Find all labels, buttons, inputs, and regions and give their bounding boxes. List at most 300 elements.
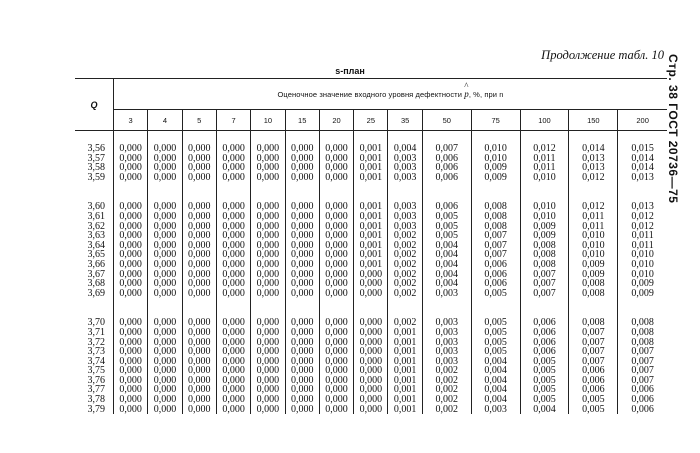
value-cell: 0,000 [216, 318, 250, 328]
value-cell: 0,003 [422, 338, 471, 348]
value-cell: 0,012 [618, 222, 667, 232]
value-cell: 0,001 [354, 163, 388, 173]
value-cell: 0,000 [285, 405, 319, 415]
value-cell: 0,007 [618, 357, 667, 367]
value-cell: 0,006 [569, 385, 618, 395]
value-cell: 0,009 [520, 222, 569, 232]
value-cell: 0,007 [618, 376, 667, 386]
value-cell: 0,000 [354, 395, 388, 405]
q-value-cell: 3,58 [87, 162, 105, 174]
value-cell: 0,000 [319, 241, 353, 251]
value-cell: 0,000 [319, 144, 353, 154]
value-cell: 0,000 [216, 202, 250, 212]
value-cell: 0,000 [182, 154, 216, 164]
value-cell: 0,000 [148, 260, 182, 270]
value-cell: 0,000 [216, 328, 250, 338]
value-cell: 0,013 [569, 154, 618, 164]
value-cell: 0,000 [113, 173, 147, 183]
plan-title: s-план [335, 66, 365, 76]
value-cell: 0,010 [618, 260, 667, 270]
value-cell: 0,004 [422, 241, 471, 251]
value-cell: 0,000 [319, 279, 353, 289]
value-cell: 0,015 [618, 144, 667, 154]
n-header-cell: 7 [216, 110, 250, 131]
hat-accent-icon: ^ [464, 81, 469, 91]
n-header-cell: 50 [422, 110, 471, 131]
value-cell: 0,000 [216, 270, 250, 280]
value-cell: 0,000 [113, 338, 147, 348]
value-cell: 0,000 [319, 289, 353, 299]
value-cell: 0,000 [354, 318, 388, 328]
value-cell: 0,005 [569, 405, 618, 415]
value-cell: 0,000 [113, 376, 147, 386]
value-cell: 0,005 [569, 395, 618, 405]
value-cell: 0,000 [113, 260, 147, 270]
value-cell: 0,003 [422, 328, 471, 338]
value-cell: 0,001 [388, 366, 422, 376]
value-cell: 0,000 [182, 289, 216, 299]
value-cell: 0,000 [216, 212, 250, 222]
value-cell: 0,000 [148, 328, 182, 338]
value-cell: 0,000 [113, 144, 147, 154]
value-cell: 0,000 [354, 338, 388, 348]
value-cell: 0,000 [319, 212, 353, 222]
q-value-cell: 3,62 [87, 220, 105, 232]
value-cell: 0,011 [520, 163, 569, 173]
value-cell: 0,000 [182, 338, 216, 348]
value-cell: 0,008 [520, 250, 569, 260]
group-header-label: Оценочное значение входного уровня дефектности [277, 90, 463, 99]
value-cell: 0,001 [388, 328, 422, 338]
value-cell: 0,000 [285, 212, 319, 222]
value-cell: 0,006 [569, 366, 618, 376]
value-cell: 0,000 [319, 347, 353, 357]
value-cell: 0,000 [285, 385, 319, 395]
value-cell: 0,005 [471, 318, 520, 328]
value-cell: 0,008 [471, 212, 520, 222]
value-cell: 0,000 [251, 385, 285, 395]
value-cell: 0,000 [148, 347, 182, 357]
value-cell: 0,008 [569, 318, 618, 328]
value-cell: 0,000 [113, 241, 147, 251]
value-cell: 0,000 [285, 231, 319, 241]
n-header-cell: 5 [182, 110, 216, 131]
value-cell: 0,006 [618, 385, 667, 395]
value-cell: 0,000 [251, 328, 285, 338]
value-cell: 0,006 [618, 405, 667, 415]
value-cell: 0,003 [388, 154, 422, 164]
value-cell: 0,000 [354, 366, 388, 376]
n-header-cell: 10 [251, 110, 285, 131]
value-cell: 0,005 [422, 222, 471, 232]
value-cell: 0,002 [388, 270, 422, 280]
value-cell: 0,000 [113, 154, 147, 164]
value-cell: 0,000 [285, 202, 319, 212]
q-value-cell: 3,60 [87, 201, 105, 213]
value-cell: 0,010 [520, 212, 569, 222]
value-cell: 0,002 [422, 376, 471, 386]
value-cell: 0,000 [251, 260, 285, 270]
value-cell: 0,000 [182, 279, 216, 289]
value-cell: 0,006 [422, 154, 471, 164]
value-cell: 0,008 [569, 279, 618, 289]
value-cell: 0,000 [216, 366, 250, 376]
value-cell: 0,011 [520, 154, 569, 164]
value-cell: 0,000 [113, 405, 147, 415]
value-cell: 0,003 [471, 405, 520, 415]
value-cell: 0,002 [388, 260, 422, 270]
value-cell: 0,001 [354, 241, 388, 251]
value-cell: 0,001 [354, 154, 388, 164]
value-cell: 0,000 [251, 347, 285, 357]
value-cell: 0,000 [113, 395, 147, 405]
value-cell: 0,000 [216, 279, 250, 289]
value-cell: 0,008 [569, 289, 618, 299]
value-cell: 0,001 [388, 385, 422, 395]
value-cell: 0,004 [388, 144, 422, 154]
value-cell: 0,012 [569, 202, 618, 212]
value-cell: 0,007 [520, 270, 569, 280]
q-value-cell: 3,66 [87, 258, 105, 270]
value-cell: 0,000 [285, 338, 319, 348]
q-value-cell: 3,78 [87, 394, 105, 406]
value-cell: 0,000 [148, 279, 182, 289]
q-value-cell: 3,68 [87, 278, 105, 290]
value-cell: 0,000 [148, 366, 182, 376]
value-cell: 0,006 [422, 202, 471, 212]
value-cell: 0,000 [182, 347, 216, 357]
value-cell: 0,006 [520, 347, 569, 357]
value-cell: 0,000 [148, 385, 182, 395]
value-cell: 0,000 [148, 212, 182, 222]
value-cell: 0,000 [251, 366, 285, 376]
value-cell: 0,000 [319, 395, 353, 405]
value-cell: 0,009 [618, 279, 667, 289]
value-cell: 0,000 [251, 376, 285, 386]
value-cell: 0,007 [569, 328, 618, 338]
value-cell: 0,005 [520, 385, 569, 395]
value-cell: 0,004 [422, 270, 471, 280]
value-cell: 0,000 [285, 376, 319, 386]
value-cell: 0,000 [319, 231, 353, 241]
value-cell: 0,000 [113, 347, 147, 357]
value-cell: 0,000 [251, 250, 285, 260]
value-cell: 0,005 [520, 376, 569, 386]
value-cell: 0,010 [569, 250, 618, 260]
value-cell: 0,000 [182, 357, 216, 367]
value-cell: 0,000 [251, 270, 285, 280]
group-spacer [75, 298, 667, 318]
value-cell: 0,000 [285, 347, 319, 357]
value-cell: 0,000 [148, 376, 182, 386]
value-cell: 0,000 [216, 376, 250, 386]
q-value-cell: 3,79 [87, 403, 105, 415]
group-spacer [75, 182, 667, 202]
value-cell: 0,009 [520, 231, 569, 241]
value-cell: 0,010 [471, 144, 520, 154]
value-cell: 0,000 [182, 395, 216, 405]
value-cell: 0,000 [182, 376, 216, 386]
value-cell: 0,000 [285, 366, 319, 376]
table-row [75, 173, 667, 183]
value-cell: 0,008 [520, 241, 569, 251]
n-header-cell: 100 [520, 110, 569, 131]
value-cell: 0,000 [148, 241, 182, 251]
q-value-cell: 3,72 [87, 336, 105, 348]
value-cell: 0,000 [148, 395, 182, 405]
group-spacer [75, 131, 667, 145]
value-cell: 0,000 [319, 173, 353, 183]
value-cell: 0,005 [471, 347, 520, 357]
value-cell: 0,000 [216, 250, 250, 260]
value-cell: 0,006 [422, 163, 471, 173]
value-cell: 0,013 [618, 202, 667, 212]
q-value-cell: 3,67 [87, 268, 105, 280]
q-value-cell: 3,57 [87, 152, 105, 164]
n-header-cell: 200 [618, 110, 667, 131]
value-cell: 0,000 [113, 270, 147, 280]
value-cell: 0,001 [354, 202, 388, 212]
value-cell: 0,000 [216, 385, 250, 395]
value-cell: 0,004 [471, 395, 520, 405]
value-cell: 0,000 [216, 357, 250, 367]
q-value-cell: 3,64 [87, 239, 105, 251]
value-cell: 0,000 [285, 318, 319, 328]
value-cell: 0,000 [216, 231, 250, 241]
value-cell: 0,000 [182, 385, 216, 395]
value-cell: 0,009 [569, 270, 618, 280]
value-cell: 0,007 [569, 347, 618, 357]
value-cell: 0,008 [618, 328, 667, 338]
value-cell: 0,002 [422, 385, 471, 395]
value-cell: 0,007 [618, 347, 667, 357]
value-cell: 0,000 [148, 338, 182, 348]
value-cell: 0,000 [148, 202, 182, 212]
value-cell: 0,001 [354, 231, 388, 241]
value-cell: 0,005 [520, 366, 569, 376]
value-cell: 0,000 [354, 270, 388, 280]
value-cell: 0,002 [422, 366, 471, 376]
value-cell: 0,000 [251, 395, 285, 405]
value-cell: 0,000 [251, 222, 285, 232]
value-cell: 0,014 [569, 144, 618, 154]
value-cell: 0,009 [471, 163, 520, 173]
value-cell: 0,000 [251, 202, 285, 212]
value-cell: 0,001 [388, 357, 422, 367]
value-cell: 0,010 [618, 270, 667, 280]
value-cell: 0,000 [354, 405, 388, 415]
value-cell: 0,000 [182, 250, 216, 260]
value-cell: 0,000 [354, 385, 388, 395]
value-cell: 0,000 [148, 144, 182, 154]
value-cell: 0,004 [471, 385, 520, 395]
value-cell: 0,008 [471, 222, 520, 232]
value-cell: 0,002 [388, 318, 422, 328]
value-cell: 0,000 [319, 202, 353, 212]
q-value-cell: 3,73 [87, 346, 105, 358]
value-cell: 0,000 [113, 279, 147, 289]
value-cell: 0,000 [251, 231, 285, 241]
value-cell: 0,005 [422, 212, 471, 222]
value-cell: 0,000 [148, 357, 182, 367]
p-hat-symbol: p ^ [464, 81, 469, 99]
value-cell: 0,000 [354, 279, 388, 289]
value-cell: 0,000 [251, 144, 285, 154]
value-cell: 0,006 [471, 260, 520, 270]
value-cell: 0,008 [618, 338, 667, 348]
value-cell: 0,002 [422, 405, 471, 415]
value-cell: 0,000 [182, 260, 216, 270]
value-cell: 0,010 [569, 231, 618, 241]
value-cell: 0,000 [354, 357, 388, 367]
value-cell: 0,001 [388, 338, 422, 348]
table-body [75, 131, 667, 415]
value-cell: 0,000 [182, 231, 216, 241]
q-value-cell: 3,61 [87, 210, 105, 222]
value-cell: 0,000 [319, 260, 353, 270]
value-cell: 0,000 [319, 357, 353, 367]
value-cell: 0,000 [148, 250, 182, 260]
value-cell: 0,011 [569, 212, 618, 222]
page-side-label [666, 54, 700, 204]
n-header-cell: 35 [388, 110, 422, 131]
value-cell: 0,002 [388, 250, 422, 260]
value-cell: 0,003 [388, 212, 422, 222]
value-cell: 0,008 [520, 260, 569, 270]
continuation-caption: Продолжение табл. 10 [541, 48, 664, 62]
value-cell: 0,000 [285, 250, 319, 260]
value-cell: 0,000 [319, 328, 353, 338]
value-cell: 0,006 [520, 338, 569, 348]
value-cell: 0,012 [618, 212, 667, 222]
value-cell: 0,000 [148, 270, 182, 280]
value-cell: 0,014 [618, 163, 667, 173]
value-cell: 0,000 [285, 163, 319, 173]
value-cell: 0,000 [113, 366, 147, 376]
q-value-cell: 3,56 [87, 143, 105, 154]
value-cell: 0,000 [182, 366, 216, 376]
value-cell: 0,000 [285, 154, 319, 164]
value-cell: 0,000 [354, 347, 388, 357]
value-cell: 0,000 [113, 385, 147, 395]
value-cell: 0,000 [354, 328, 388, 338]
value-cell: 0,000 [216, 163, 250, 173]
value-cell: 0,000 [216, 405, 250, 415]
value-cell: 0,005 [471, 289, 520, 299]
value-cell: 0,000 [285, 241, 319, 251]
value-cell: 0,005 [422, 231, 471, 241]
value-cell: 0,001 [388, 395, 422, 405]
value-cell: 0,000 [285, 357, 319, 367]
value-cell: 0,010 [618, 250, 667, 260]
value-cell: 0,002 [388, 289, 422, 299]
value-cell: 0,004 [471, 366, 520, 376]
value-cell: 0,000 [251, 338, 285, 348]
value-cell: 0,000 [216, 395, 250, 405]
n-header-cell: 4 [148, 110, 182, 131]
value-cell: 0,002 [388, 231, 422, 241]
value-cell: 0,008 [471, 202, 520, 212]
value-cell: 0,000 [251, 279, 285, 289]
value-cell: 0,000 [216, 338, 250, 348]
value-cell: 0,007 [520, 279, 569, 289]
value-cell: 0,008 [618, 318, 667, 328]
value-cell: 0,000 [113, 289, 147, 299]
value-cell: 0,001 [354, 260, 388, 270]
value-cell: 0,002 [422, 395, 471, 405]
n-header-cell: 3 [113, 110, 147, 131]
value-cell: 0,000 [148, 289, 182, 299]
value-cell: 0,007 [618, 366, 667, 376]
value-cell: 0,011 [569, 222, 618, 232]
value-cell: 0,011 [618, 241, 667, 251]
n-header-row [75, 110, 667, 131]
value-cell: 0,000 [319, 163, 353, 173]
value-cell: 0,000 [285, 328, 319, 338]
n-header-cell: 75 [471, 110, 520, 131]
q-value-cell: 3,63 [87, 230, 105, 242]
n-header-cell: 150 [569, 110, 618, 131]
value-cell: 0,000 [251, 405, 285, 415]
value-cell: 0,000 [148, 222, 182, 232]
value-cell: 0,000 [182, 202, 216, 212]
n-header-cell: 25 [354, 110, 388, 131]
value-cell: 0,007 [422, 144, 471, 154]
value-cell: 0,006 [471, 270, 520, 280]
value-cell: 0,000 [285, 270, 319, 280]
value-cell: 0,000 [251, 318, 285, 328]
value-cell: 0,007 [569, 357, 618, 367]
value-cell: 0,000 [285, 260, 319, 270]
value-cell: 0,010 [520, 202, 569, 212]
value-cell: 0,000 [319, 366, 353, 376]
value-cell: 0,007 [471, 231, 520, 241]
value-cell: 0,009 [471, 173, 520, 183]
value-cell: 0,000 [216, 222, 250, 232]
q-column-header: Q [75, 79, 113, 131]
value-cell: 0,010 [471, 154, 520, 164]
value-cell: 0,004 [422, 260, 471, 270]
data-table [75, 78, 667, 414]
value-cell: 0,001 [388, 376, 422, 386]
value-cell: 0,000 [113, 231, 147, 241]
value-cell: 0,000 [148, 318, 182, 328]
value-cell: 0,003 [388, 163, 422, 173]
value-cell: 0,000 [182, 173, 216, 183]
value-cell: 0,013 [618, 173, 667, 183]
value-cell: 0,000 [285, 173, 319, 183]
value-cell: 0,003 [422, 347, 471, 357]
value-cell: 0,000 [113, 212, 147, 222]
value-cell: 0,006 [422, 173, 471, 183]
table-container [75, 78, 667, 414]
value-cell: 0,001 [354, 222, 388, 232]
value-cell: 0,007 [471, 250, 520, 260]
value-cell: 0,003 [388, 202, 422, 212]
value-cell: 0,000 [113, 163, 147, 173]
value-cell: 0,000 [182, 144, 216, 154]
value-cell: 0,000 [148, 163, 182, 173]
value-cell: 0,000 [148, 173, 182, 183]
value-cell: 0,006 [569, 376, 618, 386]
value-cell: 0,000 [285, 144, 319, 154]
value-cell: 0,000 [216, 241, 250, 251]
q-value-cell: 3,74 [87, 355, 105, 367]
value-cell: 0,000 [319, 222, 353, 232]
table-row [75, 405, 667, 415]
value-cell: 0,000 [251, 154, 285, 164]
value-cell: 0,006 [520, 328, 569, 338]
